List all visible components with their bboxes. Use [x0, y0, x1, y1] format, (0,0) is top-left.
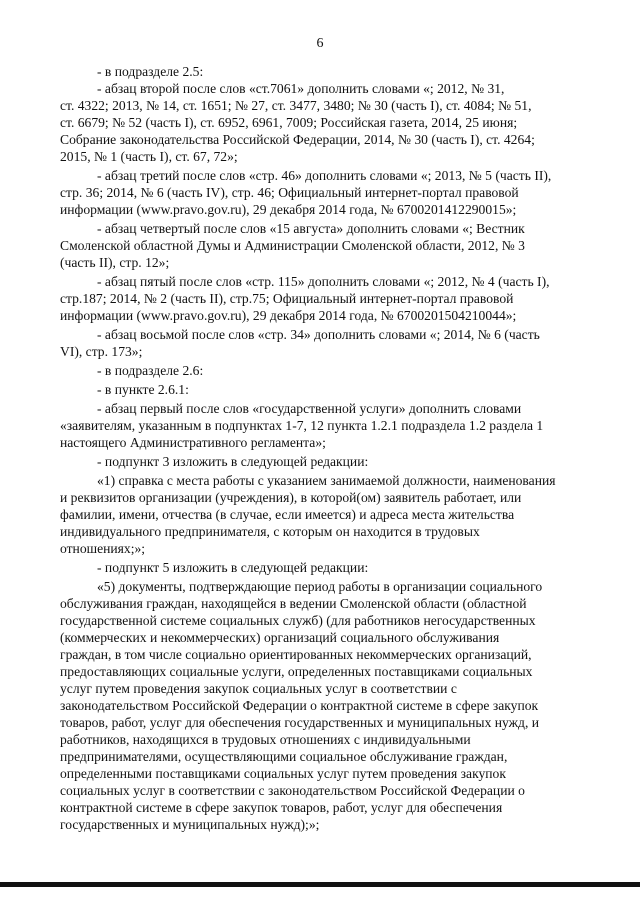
- text-line: «заявителям, указанным в подпунктах 1-7, 12 пункта 1.2.1 подраздела 1.2 раздела 1: [60, 418, 544, 433]
- text-line: стр. 36; 2014, № 6 (часть IV), стр. 46; Официальный интернет-портал правовой: [60, 185, 519, 200]
- text-line: предпринимателями, осуществляющими социальное обслуживание граждан,: [60, 749, 508, 764]
- text-line: «5) документы, подтверждающие период работы в организации социального: [97, 579, 543, 594]
- text-line: Смоленской областной Думы и Администрации Смоленской области, 2012, № 3: [60, 238, 525, 253]
- text-line: отношениях;»;: [60, 541, 146, 556]
- page-number: 6: [316, 36, 324, 51]
- text-line: - в пункте 2.6.1:: [97, 382, 189, 397]
- text-line: (часть II), стр. 12»;: [60, 255, 170, 270]
- text-line: государственных и муниципальных нужд);»;: [60, 817, 320, 832]
- text-line: государственной системе социальных служб) (для работников негосударственных: [60, 613, 536, 628]
- bottom-rule: [0, 882, 640, 887]
- text-line: ст. 6679; № 52 (часть I), ст. 6952, 6961, 7009; Российская газета, 2014, 25 июня;: [60, 115, 518, 130]
- document-body: [60, 63, 600, 833]
- text-line: стр.187; 2014, № 2 (часть II), стр.75; Официальный интернет-портал правовой: [60, 291, 514, 306]
- text-line: - в подразделе 2.6:: [97, 363, 204, 378]
- text-line: VI), стр. 173»;: [60, 344, 143, 359]
- text-line: контрактной системе в сфере закупок товаров, работ, услуг для обеспечения: [60, 800, 503, 815]
- text-line: Собрание законодательства Российской Федерации, 2014, № 30 (часть I), ст. 4264;: [60, 132, 535, 147]
- text-line: социальных услуг в соответствии с законодательством Российской Федерации о: [60, 783, 525, 798]
- text-line: - абзац первый после слов «государственной услуги» дополнить словами: [97, 401, 522, 416]
- text-line: информации (www.pravo.gov.ru), 29 декабря 2014 года, № 6700201504210044»;: [60, 308, 517, 323]
- text-line: информации (www.pravo.gov.ru), 29 декабря 2014 года, № 6700201412290015»;: [60, 202, 517, 217]
- text-line: - подпункт 3 изложить в следующей редакции:: [97, 454, 369, 469]
- text-line: - в подразделе 2.5:: [97, 64, 204, 79]
- text-line: и реквизитов организации (учреждения), в которой(ом) заявитель работает, или: [60, 490, 522, 505]
- text-line: товаров, работ, услуг для обеспечения государственных и муниципальных нужд, и: [60, 715, 540, 730]
- text-line: ст. 4322; 2013, № 14, ст. 1651; № 27, ст. 3477, 3480; № 30 (часть I), ст. 4084; № 51,: [60, 98, 532, 113]
- text-line: - абзац пятый после слов «стр. 115» дополнить словами «; 2012, № 4 (часть I),: [97, 274, 550, 289]
- text-line: - абзац второй после слов «ст.7061» дополнить словами «; 2012, № 31,: [97, 81, 505, 96]
- text-line: работников, находящихся в трудовых отношениях с индивидуальными: [60, 732, 471, 747]
- text-line: фамилии, имени, отчества (в случае, если имеется) и адреса места жительства: [60, 507, 515, 522]
- text-line: - подпункт 5 изложить в следующей редакции:: [97, 560, 369, 575]
- text-line: - абзац восьмой после слов «стр. 34» дополнить словами «; 2014, № 6 (часть: [97, 327, 540, 342]
- text-line: услуг путем проведения закупок социальных услуг в соответствии с: [60, 681, 457, 696]
- text-line: (коммерческих и некоммерческих) организаций социального обслуживания: [60, 630, 500, 645]
- text-line: граждан, в том числе социально ориентированных некоммерческих организаций,: [60, 647, 532, 662]
- text-line: 2015, № 1 (часть I), ст. 67, 72»;: [60, 149, 238, 164]
- text-line: обслуживания граждан, находящейся в ведении Смоленской области (областной: [60, 596, 527, 611]
- text-line: законодательством Российской Федерации о контрактной системе в сфере закупок: [60, 698, 539, 713]
- text-line: настоящего Административного регламента»;: [60, 435, 326, 450]
- text-line: - абзац третий после слов «стр. 46» дополнить словами «; 2013, № 5 (часть II),: [97, 168, 552, 183]
- text-line: определенными поставщиками социальных услуг путем проведения закупок: [60, 766, 506, 781]
- text-line: - абзац четвертый после слов «15 августа» дополнить словами «; Вестник: [97, 221, 525, 236]
- text-line: индивидуального предпринимателя, с которым он находится в трудовых: [60, 524, 480, 539]
- text-line: предоставляющих социальные услуги, определенных поставщиками социальных: [60, 664, 533, 679]
- text-line: «1) справка с места работы с указанием занимаемой должности, наименования: [97, 473, 556, 488]
